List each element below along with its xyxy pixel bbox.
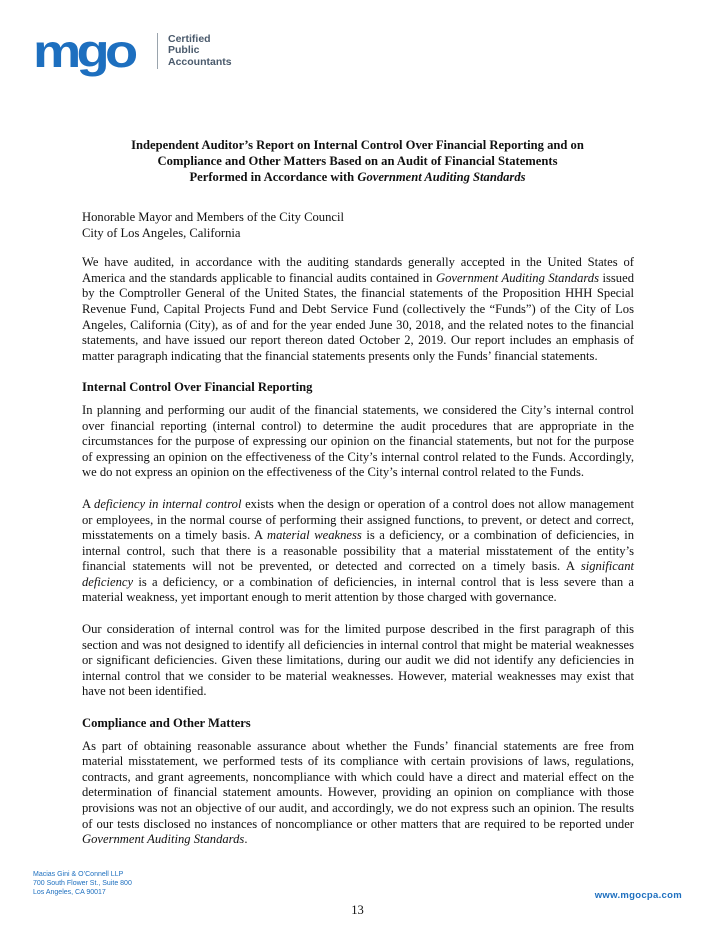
- logo-line-public: Public: [168, 44, 200, 57]
- title-line-3-text: Performed in Accordance with: [189, 170, 358, 184]
- intro-text-2: issued by the Comptroller General of the United States, the financial statements of the Proposition HHH Special Revenue Fund, Capital Projects Fund and Debt Service Fund (collectively the “Funds”) of the City of Los Angeles, California (City), as of and for the year ended June 30, 2018, and the related notes to the financial statements, and have issued our report thereon dated October 2, 2019. Our report includes an emphasis of matter paragraph indicating that the financial statements presents only the Funds’ financial statements.: [82, 270, 634, 363]
- addressee: [82, 210, 634, 241]
- page-number: 13: [351, 903, 364, 917]
- intro-italic: Government Auditing Standards: [435, 270, 599, 285]
- intro-text-1: We have audited, in accordance with the auditing standards generally accepted in the United States of America and the standards applicable to financial audits contained in: [82, 255, 634, 285]
- logo-mark: mgo: [33, 25, 134, 77]
- footer-firm: Macias Gini & O’Connell LLP: [33, 871, 124, 878]
- mgo-logo: [33, 25, 232, 77]
- ic2-italic-1: deficiency in internal control: [94, 496, 242, 511]
- compliance-paragraph: [82, 739, 634, 848]
- intro-paragraph: [82, 255, 634, 364]
- internal-control-paragraph-3: Our consideration of internal control was for the limited purpose described in the first paragraph of this section and was not designed to identify all deficiencies in internal control that might be material weaknesses or significant deficiencies. Given these limitations, during our audit we did not identify any deficiencies in internal control that we consider to be material weaknesses. However, material weaknesses may exist that have not been identified.: [82, 622, 634, 699]
- compliance-text-1: As part of obtaining reasonable assurance about whether the Funds’ financial statements are free from material misstatement, we performed tests of its compliance with certain provisions of laws, regulations, contracts, and grant agreements, noncompliance with which could have a direct and material effect on the determination of financial statement amounts. However, providing an opinion on compliance with those provisions was not an objective of our audit, and accordingly, we do not express such an opinion. The results of our tests disclosed no instances of noncompliance or other matters that are required to be reported under: [82, 738, 634, 831]
- compliance-italic: Government Auditing Standards: [82, 832, 245, 847]
- addressee-line-2: City of Los Angeles, California: [82, 225, 241, 240]
- internal-control-paragraph-1: In planning and performing our audit of the financial statements, we considered the City’s internal control over financial reporting (internal control) to determine the audit procedures that are appropriate in the circumstances for the purpose of expressing our opinion on the financial statements, but not for the purpose of expressing an opinion on the effectiveness of the City’s internal control related to the Funds. Accordingly, we do not express an opinion on the effectiveness of the City’s internal control related to the Funds.: [82, 402, 634, 480]
- title-line-1: Independent Auditor’s Report on Internal Control Over Financial Reporting and on: [131, 138, 584, 152]
- footer-address: [33, 871, 132, 897]
- footer-website-link[interactable]: www.mgocpa.com: [594, 890, 682, 901]
- internal-control-heading: Internal Control Over Financial Reporting: [82, 380, 313, 395]
- logo-line-certified: Certified: [168, 32, 211, 45]
- addressee-line-1: Honorable Mayor and Members of the City Council: [82, 210, 344, 224]
- ic2-text-c: is a deficiency, or a combination of deficiencies, in internal control, such that there is a reasonable possibility that a material misstatement of the entity’s financial statements will not be prevented, or detected and corrected on a timely basis. A: [82, 528, 634, 574]
- ic2-text-b: exists when the design or operation of a control does not allow management or employees, in the normal course of performing their assigned functions, to prevent, or detect and correct, misstatements on a timely basis. A: [82, 496, 634, 543]
- ic2-italic-3: significant deficiency: [82, 559, 634, 589]
- title-line-3: [60, 169, 655, 185]
- ic2-italic-2: material weakness: [267, 528, 362, 543]
- ic2-text-d: is a deficiency, or a combination of deficiencies, in internal control that is less severe than a material weakness, yet important enough to merit attention by those charged with governance.: [82, 574, 634, 605]
- logo-line-accountants: Accountants: [168, 55, 232, 68]
- title-line-2: Compliance and Other Matters Based on an Audit of Financial Statements: [157, 154, 558, 168]
- internal-control-paragraph-2: [82, 497, 634, 606]
- report-body: [82, 210, 634, 864]
- title-line-3-italic: Government Auditing Standards: [357, 170, 526, 184]
- compliance-text-2: .: [244, 832, 248, 847]
- footer-street: 700 South Flower St., Suite 800: [33, 879, 132, 887]
- report-title: [60, 137, 655, 185]
- logo-tagline: [168, 34, 232, 69]
- footer-city: Los Angeles, CA 90017: [33, 888, 106, 896]
- ic2-text-a: A: [82, 496, 95, 511]
- compliance-heading: Compliance and Other Matters: [82, 716, 251, 731]
